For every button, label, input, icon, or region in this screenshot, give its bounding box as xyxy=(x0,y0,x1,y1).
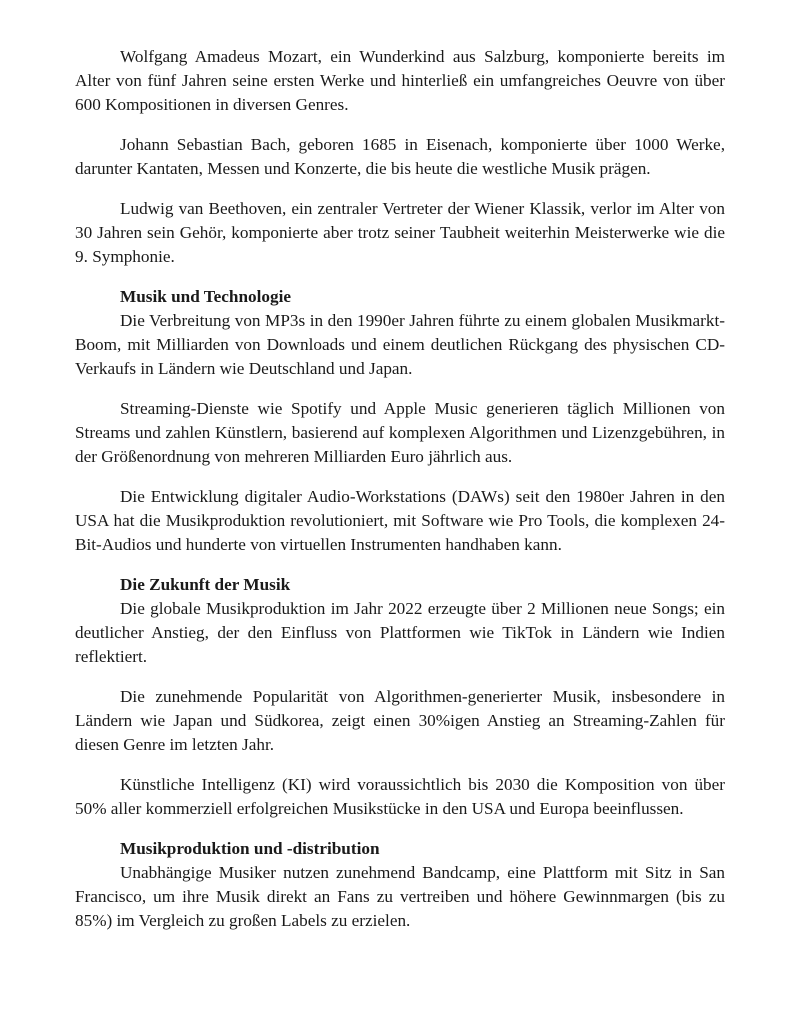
paragraph-bach: Johann Sebastian Bach, geboren 1685 in Eisenach, komponierte über 1000 Werke, darunter Kantaten, Messen und Konzerte, die bis heute die westliche Musik prägen. xyxy=(75,135,725,178)
paragraph-mozart: Wolfgang Amadeus Mozart, ein Wunderkind aus Salzburg, komponierte bereits im Alter von fünf Jahren seine ersten Werke und hinterließ ein umfangreiches Oeuvre von über 600 Kompositionen in diversen Genres. xyxy=(75,47,725,114)
section-heading-produktion-distribution: Musikproduktion und -distribution xyxy=(120,839,380,858)
paragraph-streaming: Streaming-Dienste wie Spotify und Apple Music generieren täglich Millionen von Streams und zahlen Künstlern, basierend auf komplexen Algorithmen und Lizenzgebühren, in der Größenordnung von mehreren Milliarden Euro jährlich aus. xyxy=(75,399,725,466)
paragraph-bandcamp: Unabhängige Musiker nutzen zunehmend Bandcamp, eine Plattform mit Sitz in San Francisco, um ihre Musik direkt an Fans zu vertreiben und höhere Gewinnmargen (bis zu 85%) im Vergleich zu großen Labels zu erzielen. xyxy=(75,863,725,930)
paragraph-daw: Die Entwicklung digitaler Audio-Workstations (DAWs) seit den 1980er Jahren in den USA hat die Musikproduktion revolutioniert, mit Software wie Pro Tools, die komplexen 24-Bit-Audios und hunderte von virtuellen Instrumenten handhaben kann. xyxy=(75,487,725,554)
paragraph-beethoven: Ludwig van Beethoven, ein zentraler Vertreter der Wiener Klassik, verlor im Alter von 30 Jahren sein Gehör, komponierte aber trotz seiner Taubheit weiterhin Meisterwerke wie die 9. Symphonie. xyxy=(75,199,725,266)
paragraph-musikproduktion-2022: Die globale Musikproduktion im Jahr 2022 erzeugte über 2 Millionen neue Songs; ein deutlicher Anstieg, der den Einfluss von Plattformen wie TikTok in Ländern wie Indien reflektiert. xyxy=(75,599,725,666)
section-heading-zukunft: Die Zukunft der Musik xyxy=(120,575,291,594)
paragraph-mp3: Die Verbreitung von MP3s in den 1990er Jahren führte zu einem globalen Musikmarkt-Boom, mit Milliarden von Downloads und einem deutlichen Rückgang des physischen CD-Verkaufs in Ländern wie Deutschland und Japan. xyxy=(75,311,725,378)
section-heading-musik-technologie: Musik und Technologie xyxy=(120,287,291,306)
paragraph-ki: Künstliche Intelligenz (KI) wird voraussichtlich bis 2030 die Komposition von über 50% aller kommerziell erfolgreichen Musikstücke in den USA und Europa beeinflussen. xyxy=(75,775,725,818)
document-page xyxy=(75,45,725,933)
paragraph-algorithmen-musik: Die zunehmende Popularität von Algorithmen-generierter Musik, insbesondere in Ländern wie Japan und Südkorea, zeigt einen 30%igen Anstieg an Streaming-Zahlen für diesen Genre im letzten Jahr. xyxy=(75,687,725,754)
